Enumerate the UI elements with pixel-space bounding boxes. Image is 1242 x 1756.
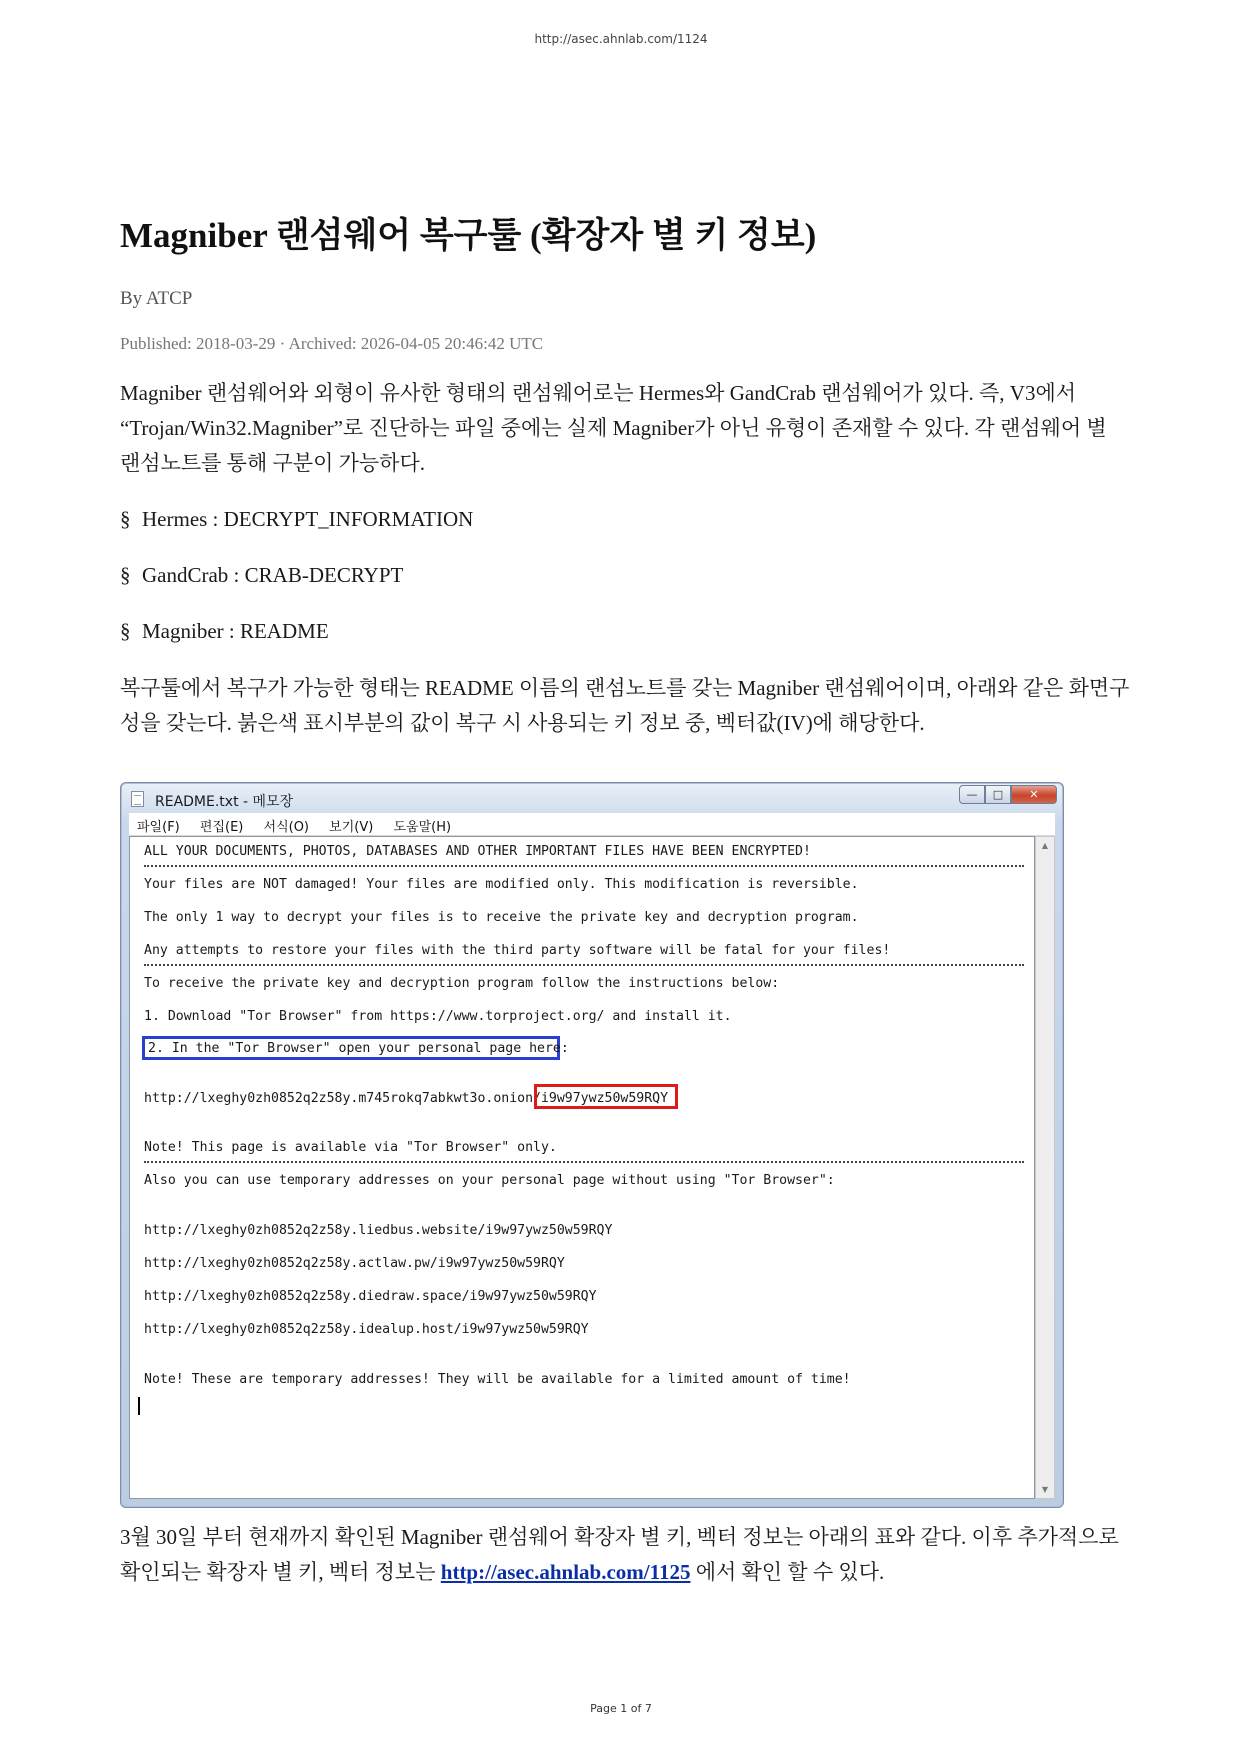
article [120,210,1130,741]
separator-line [144,1161,1024,1165]
menu-file[interactable]: 파일(F) [137,820,180,835]
temp-url-line: http://lxeghy0zh0852q2z58y.diedraw.space/i9w97ywz50w59RQY [144,1289,597,1304]
section-sign-icon: § [120,619,131,643]
note-line: 1. Download "Tor Browser" from https://www.torproject.org/ and install it. [144,1009,732,1024]
article-title: Magniber 랜섬웨어 복구툴 (확장자 별 키 정보) [120,216,817,255]
bullet-text: Hermes : DECRYPT_INFORMATION [142,507,474,531]
separator-line [144,865,1024,869]
onion-url-base: http://lxeghy0zh0852q2z58y.m745rokq7abkwt3o.onion [144,1091,534,1106]
bullet-magniber [120,613,1130,649]
temp-url-line: http://lxeghy0zh0852q2z58y.idealup.host/i9w97ywz50w59RQY [144,1322,589,1337]
scroll-up-icon[interactable]: ▲ [1041,841,1049,850]
bullet-text: Magniber : README [142,619,329,643]
red-highlight-box [534,1084,678,1109]
scroll-down-icon[interactable]: ▼ [1041,1485,1049,1494]
notepad-menubar [129,813,1055,836]
text-document-icon [131,791,144,807]
note-line: The only 1 way to decrypt your files is to receive the private key and decryption program. [144,910,859,925]
temp-url-line: http://lxeghy0zh0852q2z58y.liedbus.website/i9w97ywz50w59RQY [144,1223,613,1238]
extension-key-paragraph [120,1520,1130,1590]
note-line: ALL YOUR DOCUMENTS, PHOTOS, DATABASES AND OTHER IMPORTANT FILES HAVE BEEN ENCRYPTED! [144,844,811,859]
notepad-title: README.txt - 메모장 [155,794,294,810]
notepad-titlebar [121,783,1063,813]
ahnlab-link[interactable]: http://asec.ahnlab.com/1125 [440,1560,691,1584]
maximize-button[interactable]: □ [985,785,1011,804]
notepad-screenshot [120,782,1064,1508]
section-sign-icon: § [120,507,131,531]
readme-paragraph: 복구툴에서 복구가 가능한 형태는 README 이름의 랜섬노트를 갖는 Magniber 랜섬웨어이며, 아래와 같은 화면구성을 갖는다. 붉은색 표시부분의 값이 복구 시 사용되는 키 정보 중, 벡터값(IV)에 해당한다. [120,676,1130,735]
note-line: Also you can use temporary addresses on your personal page without using "Tor Browser": [144,1173,835,1188]
menu-format[interactable]: 서식(O) [263,820,310,835]
note-line: Any attempts to restore your files with the third party software will be fatal for your files! [144,943,891,958]
note-line: Your files are NOT damaged! Your files are modified only. This modification is reversible. [144,877,859,892]
note-line: 2. In the "Tor Browser" open your personal page here: [148,1041,569,1056]
bullet-text: GandCrab : CRAB-DECRYPT [142,563,404,587]
menu-view[interactable]: 보기(V) [329,820,374,835]
note-line: To receive the private key and decryption program follow the instructions below: [144,976,780,991]
separator-line [144,964,1024,968]
publish-meta: Published: 2018-03-29 · Archived: 2026-04-05 20:46:42 UTC [120,334,544,353]
byline: By ATCP [120,288,193,309]
personal-id-iv: /i9w97ywz50w59RQY [533,1091,669,1106]
text-caret [138,1397,140,1415]
minimize-button[interactable]: — [959,785,985,804]
bullet-gandcrab [120,557,1130,593]
close-button[interactable]: ✕ [1011,785,1057,804]
paragraph-text-end: 에서 확인 할 수 있다. [690,1560,885,1584]
temp-url-line: http://lxeghy0zh0852q2z58y.actlaw.pw/i9w97ywz50w59RQY [144,1256,565,1271]
section-sign-icon: § [120,563,131,587]
window-controls [959,785,1057,805]
intro-paragraph: Magniber 랜섬웨어와 외형이 유사한 형태의 랜섬웨어로는 Hermes와 GandCrab 랜섬웨어가 있다. 즉, V3에서 “Trojan/Win32.Magniber”로 진단하는 파일 중에는 실제 Magniber가 아닌 유형이 존재할 수 있다. 각 랜섬웨어 별 랜섬노트를 통해 구분이 가능하다. [120,381,1107,475]
page-number: Page 1 of 7 [590,1702,652,1715]
menu-edit[interactable]: 편집(E) [199,820,244,835]
paragraph-text: 3월 30일 부터 현재까지 확인된 Magniber 랜섬웨어 확장자 별 키, 벡터 정보는 아래의 표와 같다. 이후 추가적으로 확인되는 확장자 별 키, 벡터 정보는 [120,1525,1119,1584]
bullet-hermes [120,501,1130,537]
note-line: Note! This page is available via "Tor Browser" only. [144,1140,557,1155]
header-url: http://asec.ahnlab.com/1124 [534,32,708,46]
menu-help[interactable]: 도움말(H) [393,820,452,835]
note-line: Note! These are temporary addresses! They will be available for a limited amount of time! [144,1372,851,1387]
vertical-scrollbar[interactable] [1035,836,1055,1499]
article-continued [120,1520,1130,1590]
notepad-text-area[interactable] [129,836,1035,1499]
